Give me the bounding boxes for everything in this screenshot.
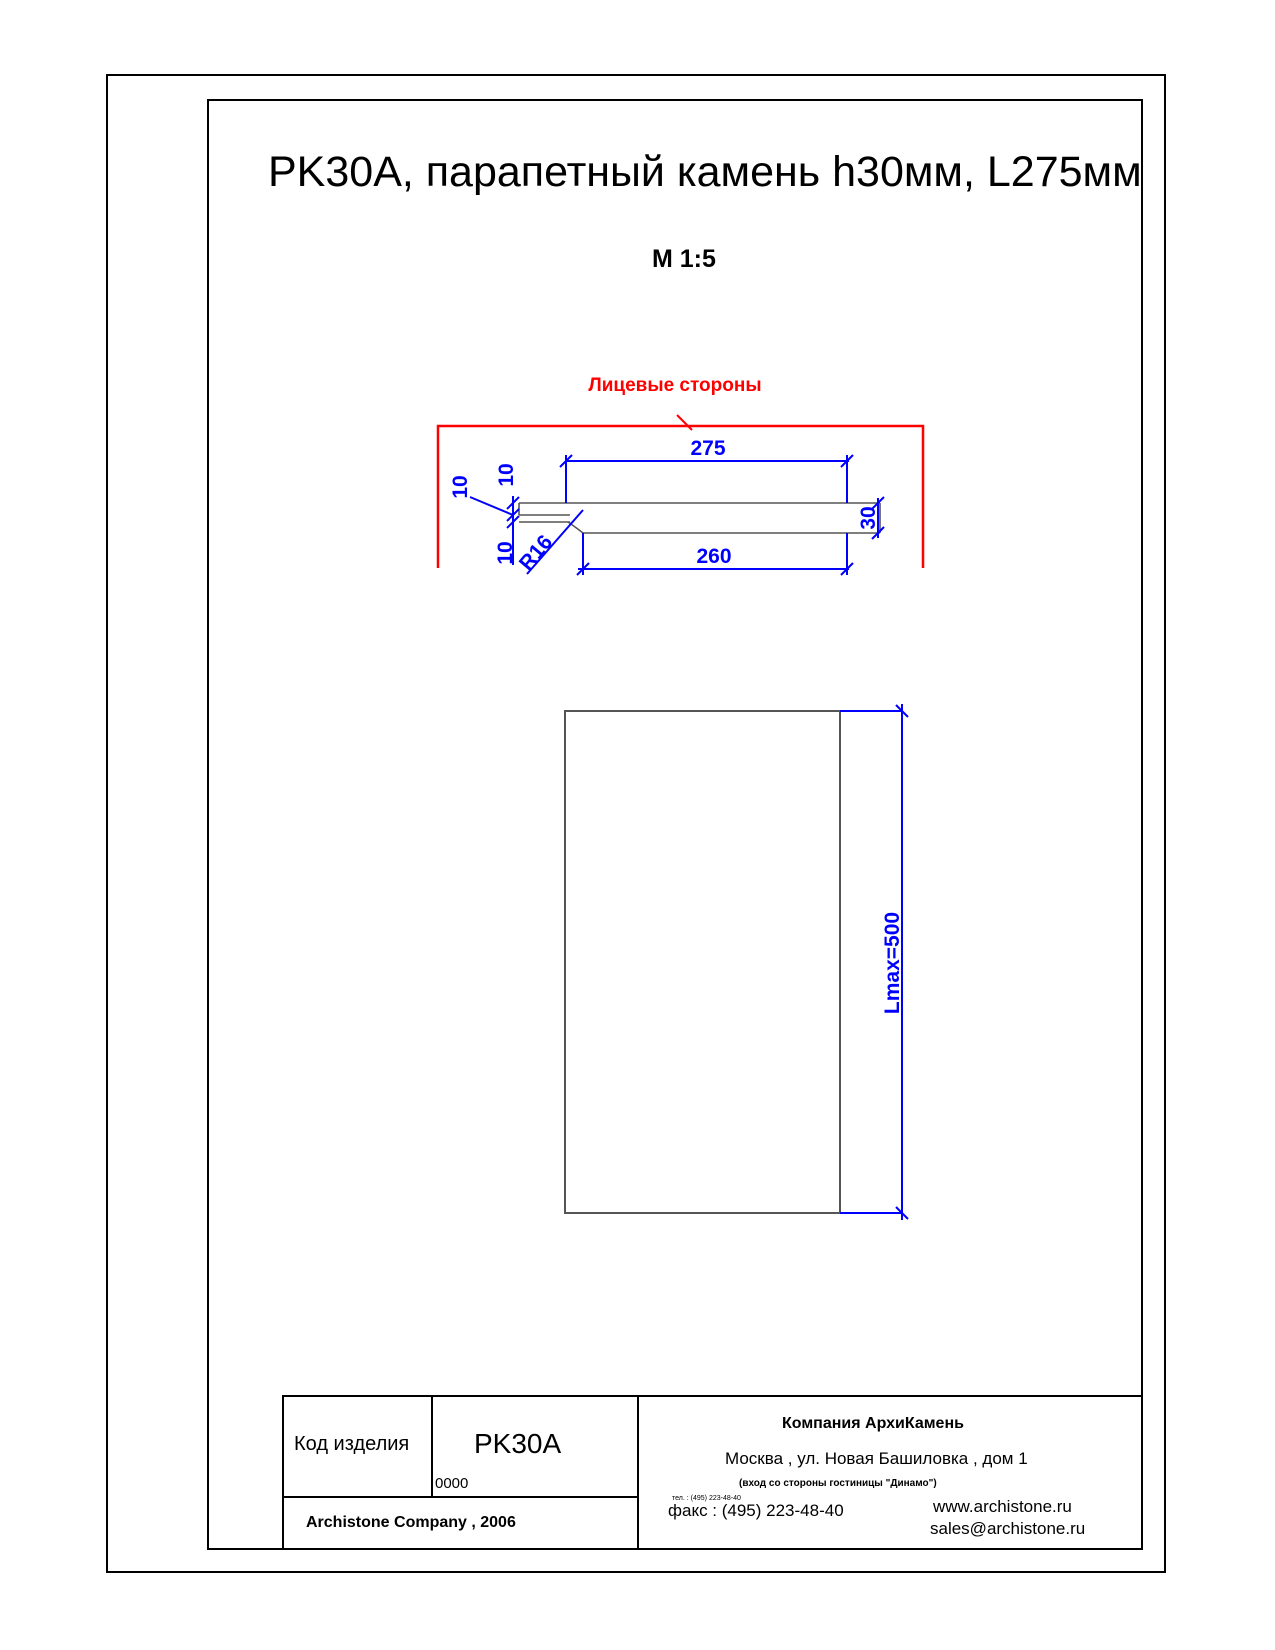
section-profile: [519, 503, 880, 533]
company-website[interactable]: www.archistone.ru: [933, 1497, 1072, 1516]
drawing-title: PK30A, парапетный камень h30мм, L275мм: [268, 148, 1142, 196]
plan-dim-label: Lmax=500: [881, 911, 904, 1015]
dim-step-left-label: 10: [449, 475, 472, 499]
company-fax: факс : (495) 223-48-40: [668, 1501, 844, 1520]
company-email[interactable]: sales@archistone.ru: [930, 1519, 1086, 1538]
face-sides-tick: [677, 415, 692, 430]
code-number: 0000: [435, 1475, 469, 1492]
copyright-text: Archistone Company , 2006: [306, 1514, 516, 1531]
scale-label: М 1:5: [652, 245, 716, 273]
dim-10-leader: [470, 497, 513, 515]
company-name: Компания АрхиКамень: [782, 1415, 964, 1432]
dim-30-label: 30: [857, 506, 880, 530]
code-value: PK30A: [474, 1428, 562, 1459]
dim-step-bottom-label: 10: [494, 541, 517, 565]
title-block-left-border: [282, 1395, 284, 1550]
company-address: Москва , ул. Новая Башиловка , дом 1: [725, 1449, 1028, 1468]
company-phone: тел. : (495) 223-48-40: [672, 1495, 741, 1502]
title-block: [282, 1395, 1143, 1550]
dim-275-label: 275: [690, 437, 726, 460]
face-sides-label: Лицевые стороны: [588, 375, 762, 396]
company-entrance: (вход со стороны гостиницы "Динамо"): [739, 1478, 937, 1489]
code-label: Код изделия: [294, 1433, 410, 1455]
title-block-divider-2: [637, 1395, 639, 1550]
plan-view: [565, 704, 908, 1220]
title-block-row-divider: [282, 1496, 639, 1498]
plan-outline: [565, 711, 840, 1213]
title-block-top-border: [282, 1395, 1143, 1397]
title-block-divider-1: [431, 1395, 433, 1497]
dim-step-top-label: 10: [495, 463, 518, 487]
dim-260-label: 260: [696, 545, 732, 568]
dim-radius-label: R16: [514, 530, 558, 575]
